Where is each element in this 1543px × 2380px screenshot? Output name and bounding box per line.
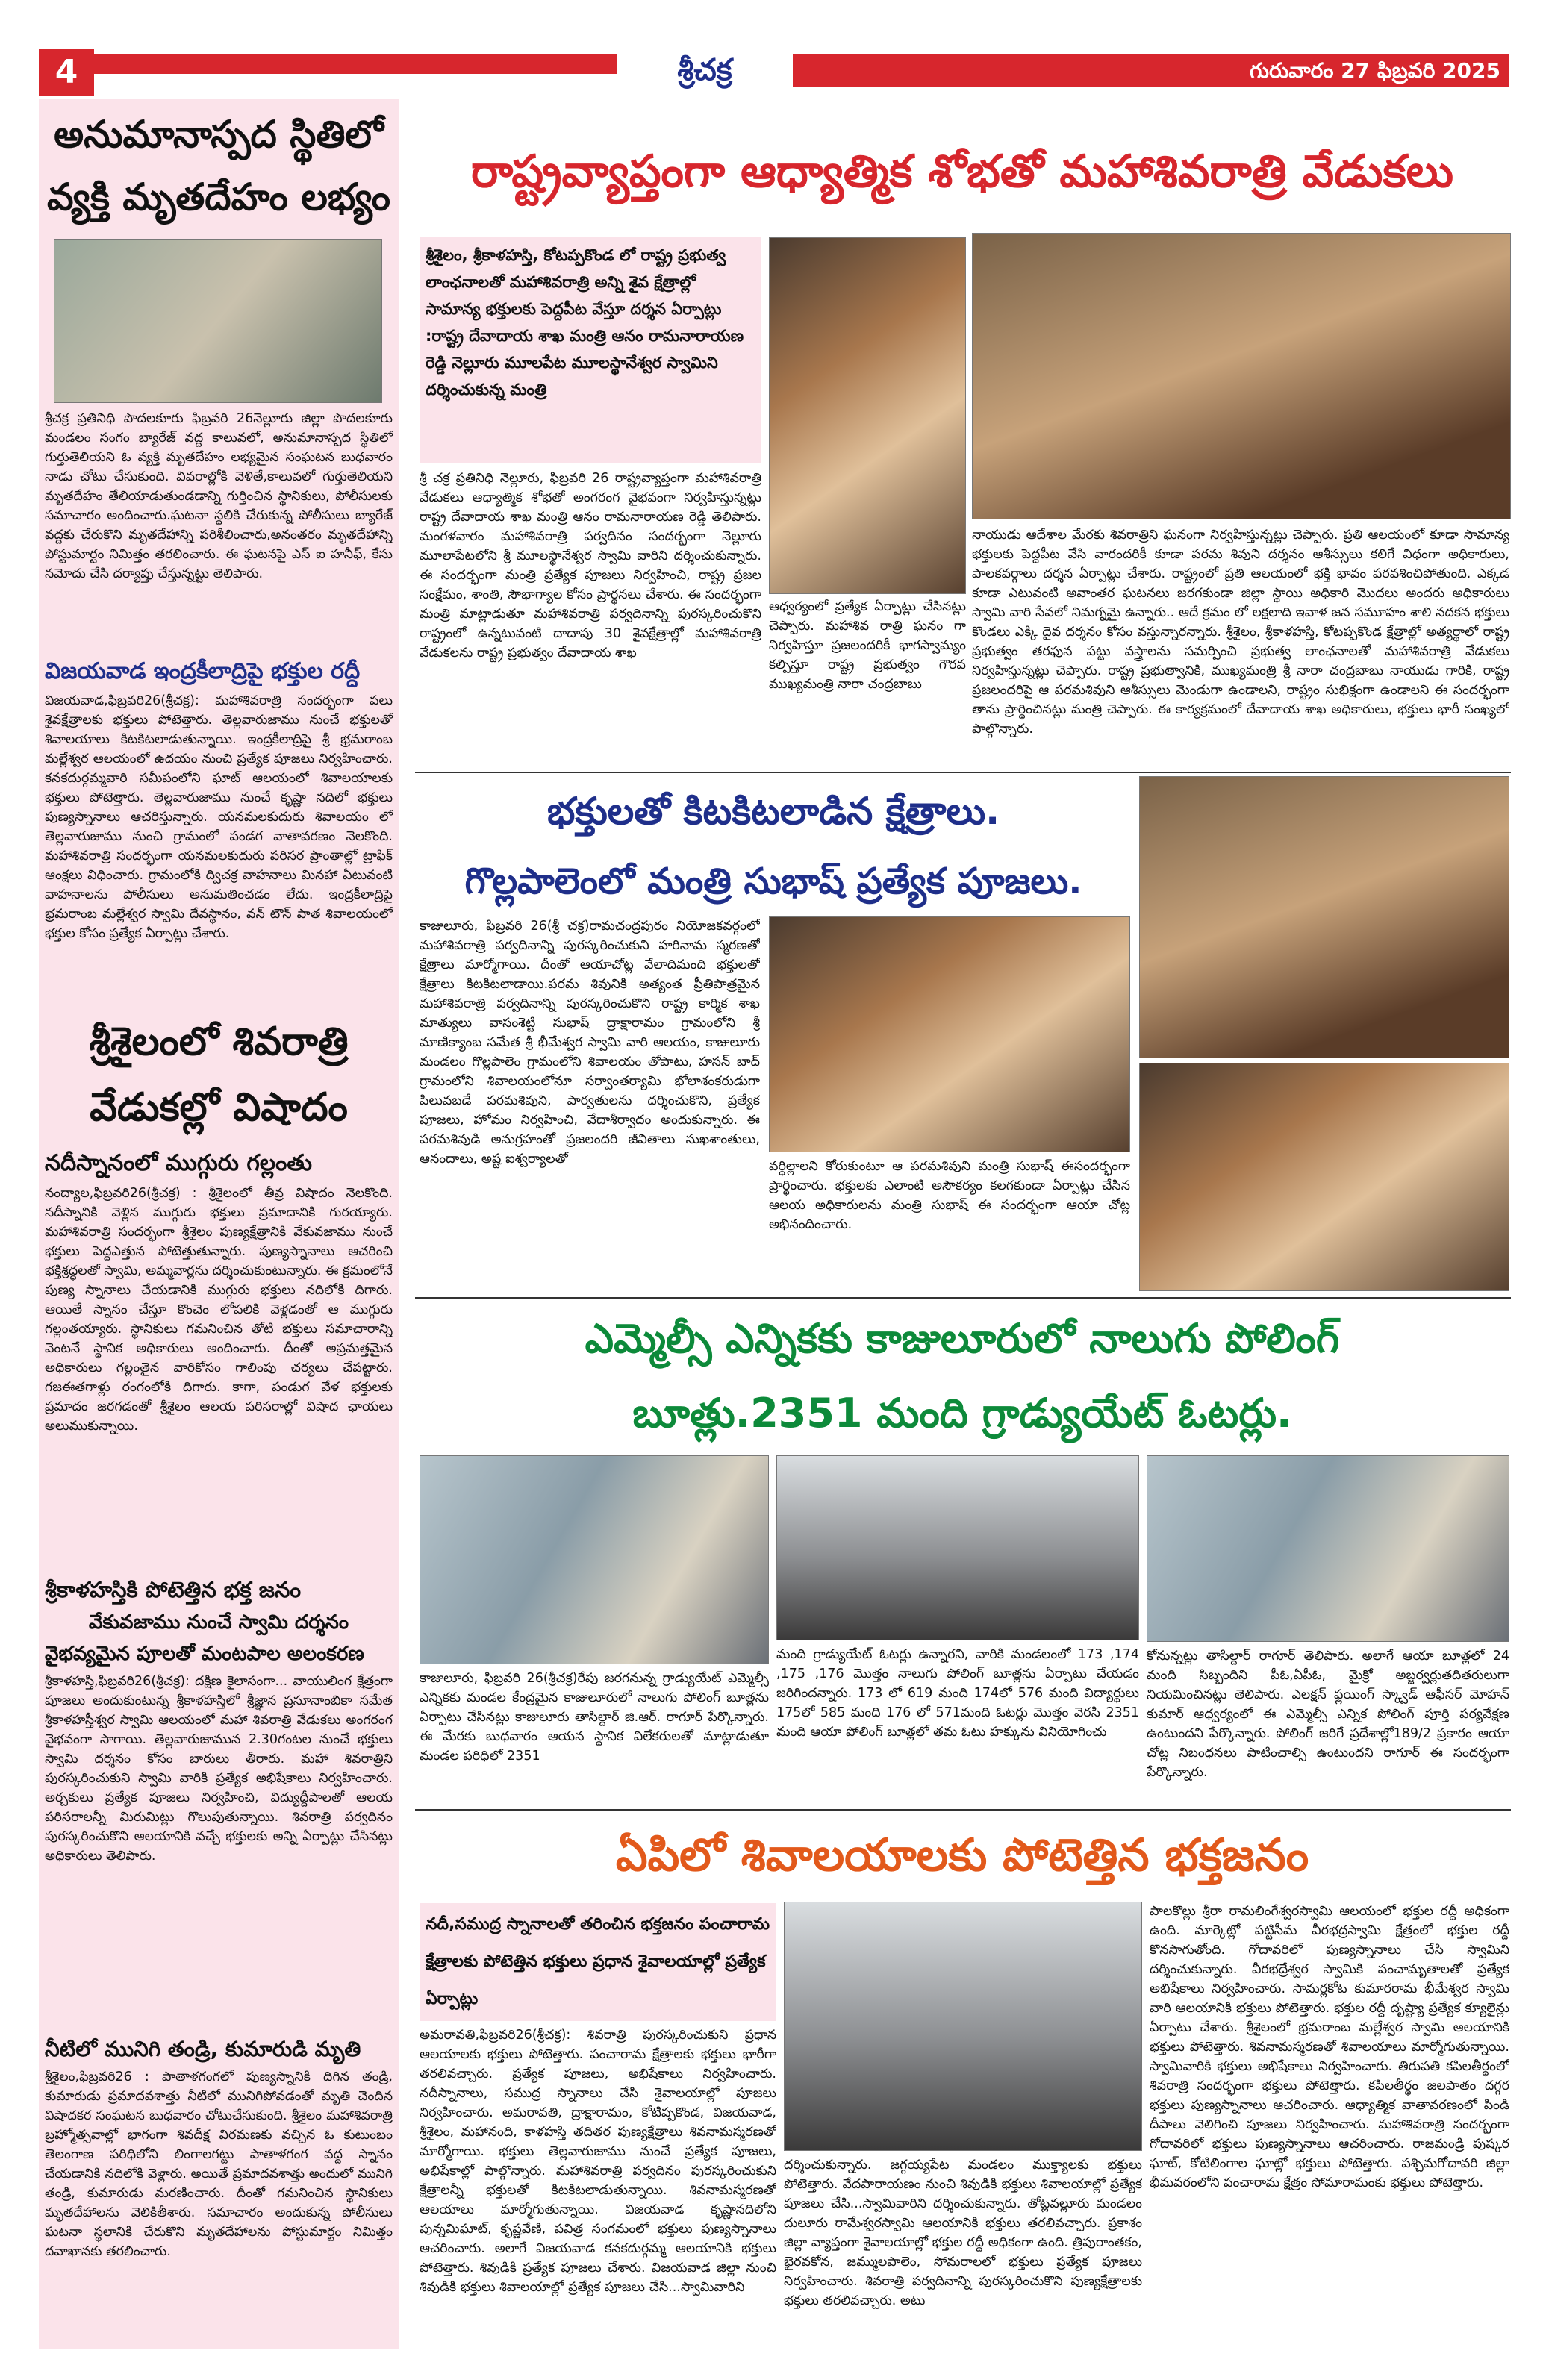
story4-body: శ్రీకాళహస్తి,ఫిబ్రవరి26(శ్రీచక్ర): దక్షిణ కైలాసంగా... వాయులింగ క్షేత్రంగా పూజలు అందుకుంటున్న శ్రీకాళహస్తిలో శ్రీజ్ఞాన ప్రసూనాంబికా సమేత శ్రీకాళహస్తీశ్వర స్వామి ఆలయంలో మహా శివరాత్రి వేడుకలు అంగరంగ వైభవంగా సాగాయి. తెల్లవారుజామున 2.30గంటల నుంచే భక్తులు స్వామి దర్శనం కోసం బారులు తీరారు. మహా శివరాత్రిని పురస్కరించుకుని స్వామి వారికి ప్రత్యేక అభిషేకాలు నిర్వహించారు. అర్చకులు ప్రత్యేక పూజలు నిర్వహించి, విద్యుద్దీపాలతో ఆలయ పరిసరాలన్నీ మిరుమిట్లు గొలుపుతున్నాయి. శివరాత్రి పర్వదినం పురస్కరించుకొని ఆలయానికి వచ్చే భక్తులకు అన్ని ఏర్పాట్లు చేసినట్లు అధికారులు తెలిపారు.: [45, 1674, 393, 1864]
story3-headline: శ్రీశైలంలో శివరాత్రి వేడుకల్లో విషాదం: [89, 1019, 349, 1130]
middle-photo-3: [1139, 1063, 1509, 1291]
election-headline-2: బూత్లు.2351 మంది గ్రాడ్యుయేట్ ఓటర్లు.: [632, 1390, 1292, 1437]
ap-headline: ఏపిలో శివాలయాలకు పోటెత్తిన భక్తజనం: [615, 1829, 1309, 1881]
section-divider-1: [415, 772, 1511, 773]
story5-body: శ్రీశైలం,ఫిబ్రవరి26 : పాతాళగంగలో పుణ్యస్నానికి దిగిన తండ్రి, కుమారుడు ప్రమాదవశాత్తు నీటిలో మునిగిపోవడంతో మృతి చెందిన విషాదకర సంఘటన బుధవారం చోటుచేసుకుంది. శ్రీశైలం మహాశివరాత్రి బ్రహ్మోత్సవాల్లో భాగంగా శివదీక్ష విరమణకు వచ్చిన ఓ కుటుంబం తెలంగాణ పరిధిలోని లింగాలగట్టు పాతాళగంగ వద్ద స్నానం చేయడానికి నదిలోకి వెళ్లారు. అయితే ప్రమాదవశాత్తు అందులో మునిగి తండ్రి, కుమారుడు మరణించారు. దీంతో గమనించిన స్థానికులు మృతదేహాలను వెలికితీశారు. సమాచారం అందుకున్న పోలీసులు ఘటనా స్థలానికి చేరుకొని మృతదేహాలను పోస్టుమార్టం నిమిత్తం దవాఖానకు తరలించారు.: [45, 2070, 393, 2259]
ap-body-col2: దర్శించుకున్నారు. జగ్గయ్యపేట మండలం ముక్త్యాలకు భక్తులు పోటెత్తారు. వేదపారాయణం నుంచి శివుడికి భక్తులు శివాలయాల్లో ప్రత్యేక పూజలు చేసి...స్వామివారిని దర్శించుకున్నారు. తోట్లవల్లూరు మండలం దులూరు రామేశ్వరస్వామి ఆలయానికి భక్తులు తరలివచ్చారు. ప్రకాశం జిల్లా వ్యాప్తంగా శైవాలయాల్లో భక్తుల రద్దీ అధికంగా ఉంది. త్రిపురాంతకం, భైరవకోన, జమ్ములపాలెం, సోమరాలలో భక్తులు ప్రత్యేక పూజలు నిర్వహించారు. శివరాత్రి పర్వదినాన్ని పురస్కరించుకొని పుణ్యక్షేత్రాలకు భక్తులు తరలివచ్చారు. అటు: [784, 2158, 1142, 2308]
election-body-col3: కోనున్నట్లు తాసిల్దార్ రాగూర్ తెలిపారు. అలాగే ఆయా బూత్లలో 24 మంది సిబ్బందిని పీఓ,ఏపీఓ, మైక్రో అబ్జర్వర్లుతదితరులుగా నియమించినట్లు తెలిపారు. ఎలక్షన్ ఫ్లయింగ్ స్క్వాడ్ ఆఫీసర్ మోహన్ కుమార్ ఆధ్వర్యంలో ఈ ఎమ్మెల్సీ ఎన్నిక పోలింగ్ పూర్తి పర్యవేక్షణ ఉంటుందని పేర్కొన్నారు. పోలింగ్ జరిగే ప్రదేశాల్లో189/2 ప్రకారం ఆయా చోట్ల నిబంధనలు పాటించాల్సి ఉంటుందని రాగూర్ ఈ సందర్భంగా పేర్కొన్నారు.: [1147, 1649, 1509, 1780]
story4-subhead2: వైభవ్యమైన పూలతో మంటపాల అలంకరణ: [45, 1643, 364, 1665]
page-number-badge: 4: [39, 49, 94, 96]
election-body-col2: మంది గ్రాడ్యుయేట్ ఓటర్లు ఉన్నారని, వారికి మండలంలో 173 ,174 ,175 ,176 మొత్తం నాలుగు పోలింగ్ బూత్లను ఏర్పాటు చేయడం జరిగిందన్నారు. 173 లో 619 మంది 174లో 576 మంది విద్యార్థులు 175లో 585 మంది 176 లో 571మంది ఓటర్లు మొత్తం వెరసి 2351 మంది ఆయా పోలింగ్ బూత్లలో తమ ఓటు హక్కును వినియోగించు: [776, 1647, 1139, 1740]
lead-photo-2: [972, 233, 1511, 519]
election-photo-1: [420, 1455, 769, 1664]
section-divider-3: [415, 1809, 1511, 1811]
story1-photo: [54, 239, 382, 403]
story3-body: నంద్యాల,ఫిబ్రవరి26(శ్రీచక్ర) : శ్రీశైలంలో తీవ్ర విషాదం నెలకొంది. నదీస్నానికి వెళ్లిన ముగ్గురు భక్తులు ప్రమాదానికి గురయ్యారు. మహాశివరాత్రి సందర్భంగా శ్రీశైలం పుణ్యక్షేత్రానికి వేకువజాము నుంచే భక్తులు పెద్దఎత్తున పోటెత్తుతున్నారు. పుణ్యస్నానాలు ఆచరించి భక్తిశ్రద్ధలతో స్వామి, అమ్మవార్లను దర్శించుకుంటున్నారు. ఈ క్రమంలోనే పుణ్య స్నానాలు చేయడానికి ముగ్గురు భక్తులు నదిలోకి దిగారు. ఆయితే స్నానం చేస్తూ కొంచెం లోపలికి వెళ్లడంతో ఆ ముగ్గురు గల్లంతయ్యారు. స్థానికులు గమనించిన తోటి భక్తులు సమాచారాన్ని వెంటనే స్థానిక అధికారులు అందించారు. దీంతో అప్రమత్తమైన అధికారులు గల్లంతైన వారికోసం గాలింపు చర్యలు చేపట్టారు. గజఈతగాళ్లు రంగంలోకి దిగారు. కాగా, పండుగ వేళ భక్తులకు ప్రమాదం జరగడంతో శ్రీశైలం ఆలయ పరిసరాల్లో విషాద ఛాయలు అలుముకున్నాయి.: [45, 1186, 393, 1434]
story2-body: విజయవాడ,ఫిబ్రవరి26(శ్రీచక్ర): మహాశివరాత్రి సందర్భంగా పలు శైవక్షేత్రాలకు భక్తులు పోటెత్తారు. తెల్లవారుజాము నుంచే భక్తులతో శివాలయాలు కిటకిటలాడుతున్నాయి. ఇంద్రకీలాద్రిపై శ్రీ భ్రమరాంబ మల్లేశ్వర ఆలయంలో ఉదయం నుంచి ప్రత్యేక పూజలు నిర్వహించారు. కనకదుర్గమ్మవారి సమీపంలోని ఘాట్ ఆలయంలో శివాలయాలకు భక్తులు పోటెత్తారు. తెల్లవారుజాము నుంచే కృష్ణా నదిలో భక్తులు పుణ్యస్నానాలు ఆచరిస్తున్నారు. యనమలకుదురు శివాలయం లో తెల్లవారుజాము నుంచి గ్రామంలో పండగ వాతావరణం నెలకొంది. మహాశివరాత్రి సందర్భంగా యనమలకుదురు పరిసర ప్రాంతాల్లో ట్రాఫిక్ ఆంక్షలు విధించారు. గ్రామంలోకి ద్విచక్ర వాహనాలు మినహా ఏటువంటి వాహనాలను పోలీసులు అనుమతించడం లేదు. ఇంద్రకీలాద్రిపై భ్రమరాంబ మల్లేశ్వర స్వామి దేవస్థానం, వన్ టౌన్ పాత శివాలయంలో భక్తుల కోసం ప్రత్యేక ఏర్పాట్లు చేశారు.: [45, 693, 393, 941]
ap-subhead: నదీ,సముద్ర స్నానాలతో తరించిన భక్తజనం పంచారామ క్షేత్రాలకు పోటెత్తిన భక్తులు ప్రధాన శైవాలయాల్లో ప్రత్యేక ఏర్పాట్లు: [426, 1915, 770, 2008]
lead-body-col3: నాయుడు ఆదేశాల మేరకు శివరాత్రిని ఘనంగా నిర్వహిస్తున్నట్లు చెప్పారు. ప్రతి ఆలయంలో కూడా సామాన్య భక్తులకు పెద్దపీట వేసి వారందరికీ కూడా పరమ శివుని దర్శనం ఆశీస్సులు కలిగే విధంగా అధికారులు, పాలకవర్గాలు దర్శన ఏర్పాట్లు చేశారు. రాష్ట్రంలో ప్రతి ఆలయంలో భక్తి భావం పరవశించిపోతుంది. ఎక్కడ కూడా ఎటువంటి అవాంతర ఘటనలు జరగకుండా జిల్లా స్థాయి అధికారి మొదలు అందరు అధికారులు స్వామి వారి సేవలో నిమగ్నమై ఉన్నారు.. ఆదే క్రమం లో లక్షలాది ఇవాళ జన సమూహం శాలి నదకన భక్తులు కొండలు ఎక్కి దైవ దర్శనం కోసం వస్తున్నారన్నారు. శ్రీశైలం, శ్రీకాళహస్తి, కోటప్పకొండ క్షేత్రాల్లో అత్యర్థాలో రాష్ట్ర ప్రభుత్వం తరఫున పట్టు వస్త్రాలను సమర్పించి ప్రభుత్వ లాంఛనాలతో మహాశివరాత్రి వేడుకలు నిర్వహిస్తున్నట్లు చెప్పారు. రాష్ట్ర ప్రభుత్వానికి, ముఖ్యమంత్రి శ్రీ నారా చంద్రబాబు నాయుడు గారికి, రాష్ట్ర ప్రజలందరిపై ఆ పరమశివుని ఆశీస్సులు మెండుగా ఉండాలని, రాష్ట్రం సుభిక్షంగా ఉండాలని ఈ సందర్భంగా తాను ప్రార్థించినట్లు మంత్రి చెప్పారు. ఈ కార్యక్రమంలో దేవాదాయ శాఖ అధికారులు, భక్తులు భారీ సంఖ్యలో పాల్గొన్నారు.: [972, 528, 1509, 737]
lead-box-text: శ్రీశైలం, శ్రీకాళహస్తి, కోటప్పకొండ లో రాష్ట్ర ప్రభుత్వ లాంఛనాలతో మహాశివరాత్రి అన్ని శైవ క్షేత్రాల్లో సామాన్య భక్తులకు పెద్దపీట వేస్తూ దర్శన ఏర్పాట్లు :రాష్ట్ర దేవాదాయ శాఖ మంత్రి ఆనం రామనారాయణ రెడ్డి నెల్లూరు మూలపేట మూలస్థానేశ్వర స్వామిని దర్శించుకున్న మంత్రి: [426, 246, 744, 399]
lead-body-col1: శ్రీ చక్ర ప్రతినిధి నెల్లూరు, ఫిబ్రవరి 26 రాష్ట్రవ్యాప్తంగా మహాశివరాత్రి వేడుకలు ఆధ్యాత్మిక శోభతో అంగరంగ వైభవంగా నిర్వహిస్తున్నట్లు రాష్ట్ర దేవాదాయ శాఖ మంత్రి ఆనం రామనారాయణ రెడ్డి తెలిపారు. మంగళవారం మహాశివరాత్రి పర్వదినం సందర్భంగా నెల్లూరు మూలాపేటలోని శ్రీ మూలస్థానేశ్వర స్వామి వారిని దర్శించుకున్నారు. ఈ సందర్భంగా మంత్రి ప్రత్యేక పూజలు నిర్వహించి, రాష్ట్ర ప్రజల సంక్షేమం, శాంతి, సౌభాగ్యాల కోసం ప్రార్థనలు చేశారు. ఈ సందర్భంగా మంత్రి మాట్లాడుతూ మహాశివరాత్రి పర్వదినాన్ని పురస్కరించుకొని రాష్ట్రంలో ఉన్నటువంటి దాదాపు 30 శైవక్షేత్రాల్లో మహాశివరాత్రి వేడుకలను రాష్ట్ర ప్రభుత్వం దేవాదాయ శాఖ: [420, 471, 761, 660]
middle-photo-2: [1139, 776, 1509, 1058]
election-body-col1: కాజులూరు, ఫిబ్రవరి 26(శ్రీచక్ర)రేపు జరగనున్న గ్రాడ్యుయేట్ ఎమ్మెల్సీ ఎన్నికకు మండల కేంద్రమైన కాజులూరులో నాలుగు పోలింగ్ బూత్లను ఏర్పాటు చేసినట్లు కాజులూరు తాసిల్దార్ జి.ఆర్. రాగూర్ పేర్కొన్నారు. ఈ మేరకు బుధవారం ఆయన స్థానిక విలేకరులతో మాట్లాడుతూ మండల పరిధిలో 2351: [420, 1671, 769, 1764]
section-divider-2: [415, 1297, 1511, 1299]
middle-body-col2: వర్ధిల్లాలని కోరుకుంటూ ఆ పరమశివుని మంత్రి సుభాష్ ఈసందర్భంగా ప్రార్థించారు. భక్తులకు ఎలాంటి అసౌకర్యం కలగకుండా ఏర్పాట్లు చేసిన ఆలయ అధికారులను మంత్రి సుభాష్ ఈ సందర్భంగా ఆయా చోట్ల అభినందించారు.: [769, 1159, 1130, 1232]
masthead-red-bar: [94, 54, 617, 74]
story2-headline: విజయవాడ ఇంద్రకీలాద్రిపై భక్తుల రద్దీ: [45, 658, 361, 684]
story4-subhead1: వేకువజాము నుంచే స్వామి దర్శనం: [88, 1611, 349, 1634]
story1-body: శ్రీచక్ర ప్రతినిధి పొదలకూరు ఫిబ్రవరి 26నెల్లూరు జిల్లా పొదలకూరు మండలం సంగం బ్యారేజ్ వద్ద కాలువలో, అనుమానాస్పద స్థితిలో గుర్తుతెలియని ఓ వ్యక్తి మృతదేహం లభ్యమైన సంఘటన బుధవారం నాడు చోటు చేసుకుంది. వివరాల్లోకి వెళితే,కాలువలో గుర్తుతెలియని మృతదేహం తేలియాడుతుండడాన్ని గుర్తించిన స్థానికులు, పోలీసులకు సమాచారం అందించారు.ఘటనా స్థలికి చేరుకున్న పోలీసులు బ్యారేజ్ వద్దకు చేరుకొని మృతదేహాన్ని పరిశీలించారు,అనంతరం మృతదేహాన్ని పోస్టుమార్టం నిమిత్తం తరలించారు. ఈ ఘటనపై ఎస్ ఐ హనీఫ్, కేసు నమోదు చేసి దర్యాప్తు చేస్తున్నట్టు తెలిపారు.: [45, 411, 393, 581]
ap-body-col1: అమరావతి,ఫిబ్రవరి26(శ్రీచక్ర): శివరాత్రి పురస్కరించుకుని ప్రధాన ఆలయాలకు భక్తులు పోటెత్తారు. పంచారామ క్షేత్రాలకు భక్తులు భారీగా తరలివచ్చారు. ప్రత్యేక పూజలు, అభిషేకాలు నిర్వహించారు. నదీస్నానాలు, సముద్ర స్నానాలు చేసి శైవాలయాల్లో పూజలు నిర్వహించారు. అమరావతి, ద్రాక్షారామం, కోటిప్పకొండ, విజయవాడ, శ్రీశైలం, మహానంది, కాళహస్తి తదితర పుణ్యక్షేత్రాలు శివనామస్మరణతో మార్మోగాయి. భక్తులు తెల్లవారుజాము నుంచే ప్రత్యేక పూజలు, అభిషేకాల్లో పాల్గొన్నారు. మహాశివరాత్రి పర్వదినం పురస్కరించుకుని క్షేత్రాలన్నీ భక్తులతో కిటకిటలాడుతున్నాయి. శివనామస్మరణతో ఆలయాలు మార్మోగుతున్నాయి. విజయవాడ కృష్ణానదిలోని పున్నమిఘాట్, కృష్ణవేణి, పవిత్ర సంగమంలో భక్తులు పుణ్యస్నానాలు ఆచరించారు. అలాగే విజయవాడ కనకదుర్గమ్మ ఆలయానికి భక్తులు పోటెత్తారు. శివుడికి ప్రత్యేక పూజలు చేశారు. విజయవాడ జిల్లా నుంచి శివుడికి భక్తులు శివాలయాల్లో ప్రత్యేక పూజలు చేసి...స్వామివారిని: [420, 2028, 776, 2295]
masthead-logo: శ్రీచక్ర: [677, 52, 732, 87]
middle-headline-2: గొల్లపాలెంలో మంత్రి సుభాష్ ప్రత్యేక పూజలు.: [464, 861, 1082, 902]
election-headline-1: ఎమ్మెల్సీ ఎన్నికకు కాజులూరులో నాలుగు పోలింగ్: [585, 1315, 1340, 1362]
election-photo-3: [1147, 1455, 1509, 1642]
middle-photo-1: [769, 916, 1130, 1152]
lead-headline: రాష్ట్రవ్యాప్తంగా ఆధ్యాత్మిక శోభతో మహాశివరాత్రి వేడుకలు: [471, 146, 1453, 198]
election-photo-2: [776, 1455, 1139, 1640]
middle-headline-1: భక్తులతో కిటకిటలాడిన క్షేత్రాలు.: [546, 790, 1000, 833]
lead-photo-1: [769, 237, 966, 594]
ap-body-col3: పాలకొల్లు శ్రీరా రామలింగేశ్వరస్వామి ఆలయంలో భక్తుల రద్దీ అధికంగా ఉంది. మార్కెట్లో పట్టిసీమ వీరభద్రస్వామి క్షేత్రంలో భక్తుల రద్దీ కొనసాగుతోంది. గోదావరిలో పుణ్యస్నానాలు చేసి స్వామిని దర్శించుకున్నారు. వీరభద్రేశ్వర స్వామికి పంచామృతాలతో ప్రత్యేక అభిషేకాలు నిర్వహించారు. సామర్లకోట కుమారరామ భీమేశ్వర స్వామి వారి ఆలయానికి భక్తులు పోటెత్తారు. భక్తుల రద్దీ దృష్ట్యా ప్రత్యేక క్యూలైన్లు ఏర్పాటు చేశారు. శ్రీశైలంలో భ్రమరాంబ మల్లేశ్వర స్వామి ఆలయానికి భక్తులు పోటెత్తారు. శివనామస్మరణతో శివాలయాలు మార్మోగుతున్నాయి. స్వామివారికి భక్తులు అభిషేకాలు నిర్వహించారు. తిరుపతి కపిలతీర్థంలో శివరాత్రి సందర్భంగా భక్తులు పోటెత్తారు. కపిలతీర్థం జలపాతం దగ్గర భక్తులు పుణ్యస్నానాలు ఆచరించారు. ఆధ్యాత్మిక వాతావరణంలో పిండి దీపాలు వెలిగించి పూజలు నిర్వహించారు. మహాశివరాత్రి సందర్భంగా గోదావరిలో భక్తులు పుణ్యస్నానాలు ఆచరించారు. రాజమండ్రి పుష్కర ఘాట్, కోటిలింగాల ఘాట్లో భక్తులు పోటెత్తారు. పశ్చిమగోదావరి జిల్లా భీమవరంలోని పంచారామ క్షేత్రం సోమారామంకు భక్తులు పోటెత్తారు.: [1150, 1904, 1509, 2190]
story4-headline: శ్రీకాళహస్తికి పోటెత్తిన భక్త జనం: [45, 1577, 302, 1602]
story5-headline: నీటిలో మునిగి తండ్రి, కుమారుడి మృతి: [45, 2037, 361, 2061]
lead-body-col2: ఆధ్వర్యంలో ప్రత్యేక ఏర్పాట్లు చేసినట్లు చెప్పారు. మహాశివ రాత్రి ఘనం గా నిర్వహిస్తూ ప్రజలందరికీ భాగస్వామ్యం కల్పిస్తూ రాష్ట్ర ప్రభుత్వం గౌరవ ముఖ్యమంత్రి నారా చంద్రబాబు: [769, 599, 966, 692]
story1-headline: అనుమానాస్పద స్థితిలో వ్యక్తి మృతదేహం లభ్యం: [47, 113, 390, 219]
middle-body-col1: కాజులూరు, ఫిబ్రవరి 26(శ్రీ చక్ర)రామచంద్రపురం నియోజకవర్గంలో మహాశివరాత్రి పర్వదినాన్ని పురస్కరించుకుని హరినామ స్మరణతో క్షేత్రాలు మార్మోగాయి. దీంతో ఆయాచోట్ల వేలాదిమంది భక్తులతో క్షేత్రాలు కిటకిటలాడాయి.పరమ శివునికి అత్యంత ప్రీతిపాత్రమైన మహాశివరాత్రి పర్వదినాన్ని పురస్కరించుకొని రాష్ట్ర కార్మిక శాఖ మాత్యులు వాసంశెట్టి సుభాష్ ద్రాక్షారామం గ్రామంలోని శ్రీ మాణిక్యాంబ సమేత శ్రీ భీమేశ్వర స్వామి వారి ఆలయం, కాజులూరు మండలం గొల్లపాలెం గ్రామంలోని శివాలయం తోపాటు, హసన్ బాద్ గ్రామంలోని శివాలయంలోనూ సర్వాంతర్యామి భోలాశంకరుడుగా పిలువబడే పరమశివుని, పార్వతులను దర్శించుకొని, ప్రత్యేక పూజలు, హోమం నిర్వహించి, వేదాశీర్వాదం అందుకున్నారు. ఈ పరమశివుడి అనుగ్రహంతో ప్రజలందరి జీవితాలు సుఖశాంతులు, ఆనందాలు, అష్ట ఐశ్వర్యాలతో: [420, 919, 760, 1166]
ap-photo-shivalinga: [784, 1902, 1142, 2151]
story3-subhead: నదీస్నానంలో ముగ్గురు గల్లంతు: [45, 1150, 313, 1176]
masthead-date: గురువారం 27 ఫిబ్రవరి 2025: [1249, 58, 1500, 83]
